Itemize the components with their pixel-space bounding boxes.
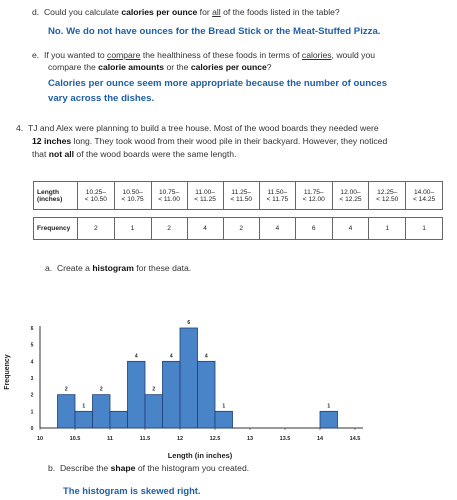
item-e-underline-1: compare	[107, 50, 141, 60]
part-a-letter: a.	[45, 263, 53, 273]
item-e-question-line2	[48, 61, 272, 73]
part-b-letter: b.	[48, 463, 56, 473]
item-e-text-4: compare the	[48, 62, 99, 72]
table-cell-range: 11.00– < 11.25	[187, 182, 223, 210]
histogram-bar	[320, 411, 338, 428]
item-e-answer-line2: vary across the dishes.	[48, 93, 155, 104]
item-e-bold-1: calorie amounts	[98, 62, 165, 72]
table-cell-frequency: 6	[295, 218, 332, 240]
histogram-bar	[93, 395, 111, 428]
problem-4-text-3: that	[32, 149, 49, 159]
problem-4-line2	[32, 135, 387, 147]
x-tick-label: 14	[316, 436, 324, 442]
bar-data-label: 2	[64, 386, 68, 393]
item-d-text-1: Could you calculate	[43, 7, 122, 17]
part-a-prompt	[45, 262, 191, 274]
item-e-answer-line1: Calories per ounce seem more appropriate because the number of ounces	[48, 78, 388, 89]
table-cell-range: 11.50– < 11.75	[259, 182, 295, 210]
table-cell-range: 11.75– < 12.00	[295, 182, 332, 210]
table-cell-frequency: 2	[151, 218, 187, 240]
item-e-question	[32, 49, 375, 61]
problem-4-text-1: TJ and Alex were planning to build a tree house. Most of the wood boards they needed were	[27, 123, 379, 133]
table-cell-frequency: 1	[369, 218, 406, 240]
histogram-y-tick-labels	[31, 326, 34, 432]
part-a-bold: histogram	[92, 263, 134, 273]
table-header-length-line2: (inches)	[37, 195, 63, 203]
table-cell-range: 12.25– < 12.50	[369, 182, 406, 210]
item-e-text-6: ?	[266, 62, 272, 72]
item-d-text-3: of the foods listed in the table?	[220, 7, 340, 17]
histogram-bar	[110, 411, 128, 428]
item-e-text-2: the healthiness of these foods in terms of	[140, 50, 302, 60]
table-cell-frequency: 4	[259, 218, 295, 240]
bar-data-label: 4	[204, 353, 208, 360]
histogram-chart	[0, 318, 380, 460]
problem-4-bold-1: 12 inches	[32, 136, 72, 146]
x-tick-label: 12.5	[209, 436, 221, 442]
table-cell-frequency: 2	[223, 218, 259, 240]
frequency-table	[33, 181, 443, 240]
y-tick-label: 6	[30, 326, 34, 332]
x-tick-label: 13.5	[279, 436, 291, 442]
part-b-bold: shape	[110, 463, 136, 473]
x-tick-label: 13	[246, 436, 254, 442]
histogram-bar	[163, 361, 181, 428]
bar-data-label: 1	[327, 403, 331, 410]
item-e-underline-2: calories	[301, 50, 332, 60]
table-cell-frequency: 4	[332, 218, 369, 240]
item-d-underline: all	[212, 7, 221, 17]
histogram-bar	[128, 361, 146, 428]
problem-4-bold-2: not all	[48, 149, 75, 159]
table-cell-frequency: 4	[187, 218, 223, 240]
x-tick-label: 12	[176, 436, 184, 442]
part-b-text-2: of the histogram you created.	[135, 463, 250, 473]
part-b-answer: The histogram is skewed right.	[63, 485, 201, 496]
table-spacer-row	[34, 210, 443, 218]
item-d-answer: No. We do not have ounces for the Bread Stick or the Meat-Stuffed Pizza.	[48, 26, 381, 37]
item-d-text-2: for	[197, 7, 213, 17]
y-tick-label: 5	[30, 342, 34, 349]
histogram-bar	[198, 361, 216, 428]
problem-4-line1	[16, 122, 379, 134]
bar-data-label: 4	[169, 353, 173, 360]
y-tick-label: 4	[30, 359, 34, 366]
bar-data-label: 2	[99, 386, 103, 393]
table-cell-range: 10.75– < 11.00	[151, 182, 187, 210]
bar-data-label: 4	[134, 353, 138, 360]
x-tick-label: 11.5	[139, 436, 151, 442]
histogram-x-axis-label: Length (in inches)	[167, 451, 233, 460]
table-header-frequency: Frequency	[34, 218, 78, 240]
item-e-letter: e.	[32, 50, 40, 60]
item-e-text-5: or the	[164, 62, 191, 72]
y-tick-label: 2	[30, 392, 34, 399]
item-d-bold: calories per ounce	[121, 7, 198, 17]
bar-data-label: 1	[82, 403, 86, 410]
histogram-bar	[58, 395, 76, 428]
part-a-text-1: Create a	[56, 263, 93, 273]
table-cell-range: 14.00– < 14.25	[406, 182, 443, 210]
item-e-text-1: If you wanted to	[43, 50, 108, 60]
x-tick-label: 14.5	[349, 436, 361, 442]
table-spacer	[34, 210, 443, 218]
part-a-text-2: for these data.	[133, 263, 192, 273]
table-cell-range: 11.25– < 11.50	[223, 182, 259, 210]
table-cell-range: 10.25– < 10.50	[78, 182, 115, 210]
histogram-y-axis-label: Frequency	[4, 354, 11, 390]
table-cell-frequency: 2	[78, 218, 115, 240]
table-row-length	[34, 182, 443, 210]
problem-4-text-4: of the wood boards were the same length.	[74, 149, 237, 159]
y-tick-label: 3	[30, 376, 34, 382]
table-header-length-line1: Length	[37, 188, 59, 196]
part-b-text-1: Describe the	[59, 463, 111, 473]
histogram-bars	[58, 328, 338, 428]
histogram-bar	[145, 395, 163, 428]
bar-data-label: 1	[222, 403, 226, 410]
table-header-length	[34, 182, 78, 210]
bar-data-label: 2	[152, 386, 156, 393]
x-tick-label: 10	[36, 436, 44, 442]
item-e-text-3: , would you	[331, 50, 376, 60]
table-row-frequency	[34, 218, 443, 240]
bar-data-label: 6	[187, 320, 191, 326]
problem-4-line3	[32, 148, 236, 160]
table-cell-range: 10.50– < 10.75	[114, 182, 151, 210]
part-b-prompt	[48, 462, 249, 474]
x-tick-label: 10.5	[69, 436, 81, 442]
problem-4-number: 4.	[16, 123, 24, 133]
y-tick-label: 1	[30, 409, 34, 416]
histogram-x-tick-labels	[37, 428, 360, 442]
histogram-bar	[75, 411, 93, 428]
histogram-bar	[180, 328, 198, 428]
problem-4-text-2: long. They took wood from their wood pile in their backyard. However, they noticed	[71, 136, 388, 146]
table-cell-frequency: 1	[406, 218, 443, 240]
item-e-bold-2: calories per ounce	[190, 62, 267, 72]
table-cell-frequency: 1	[114, 218, 151, 240]
histogram-bar	[215, 411, 233, 428]
x-tick-label: 11	[107, 436, 113, 442]
table-cell-range: 12.00– < 12.25	[332, 182, 369, 210]
y-tick-label: 0	[30, 426, 34, 432]
item-d-letter: d.	[32, 7, 40, 17]
item-d-question	[32, 6, 340, 18]
